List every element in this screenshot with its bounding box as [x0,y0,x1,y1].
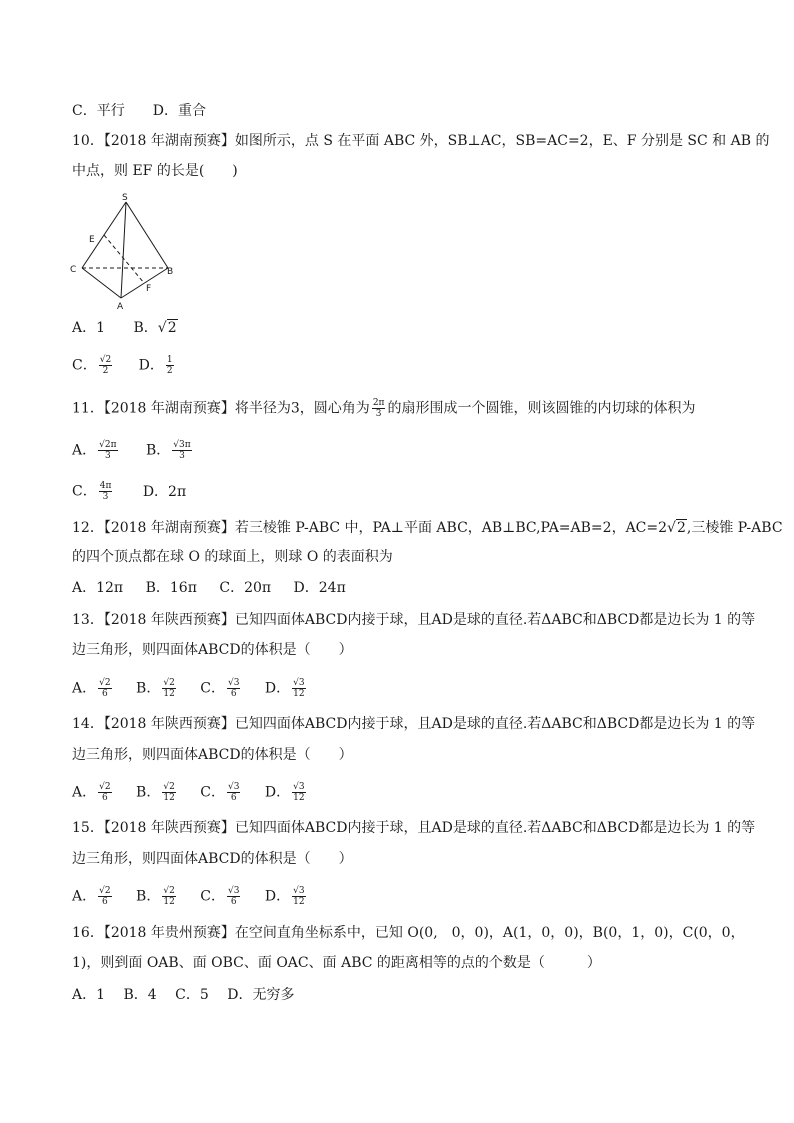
denominator: 3 [102,492,109,502]
q15-option-a [72,886,114,907]
q10-option-b-prefix: B． [133,320,158,336]
q10-options-row1 [72,318,178,338]
q9-options [72,101,206,121]
radicand: 2 [676,520,686,536]
q11-options-row2 [72,481,186,502]
numerator: √2π [99,440,117,450]
numerator: 4π [99,481,112,491]
fraction [227,886,240,907]
denominator: 12 [163,793,175,803]
fraction [292,678,305,699]
fraction [292,782,305,803]
q13-option-d [265,678,308,699]
numerator: √3π [173,440,191,450]
q15-option-b [136,886,178,907]
q14-stem-line2: 边三角形，则四面体ABCD的体积是（ ） [72,747,353,763]
q11-stem-part2: 的扇形围成一个圆锥，则该圆锥的内切球的体积为 [387,400,696,417]
fraction [98,678,111,699]
denominator: 6 [230,689,237,699]
numerator: √3 [293,782,305,792]
denominator: 12 [163,689,175,699]
fraction-angle [372,398,386,419]
q10-stem-line2: 中点，则 EF 的长是( ) [72,163,238,179]
label-b: B [167,267,174,277]
pyramid-diagram [66,190,196,318]
q13-option-a [72,678,114,699]
numerator: √2 [99,782,111,792]
q16-options [72,985,294,1005]
fraction [227,782,240,803]
q16-option-a: A．1 [72,987,106,1003]
q9-option-c: C．平行 [72,103,125,119]
q10-option-b [133,318,177,338]
q14-option-c [200,782,242,803]
numerator: √3 [293,886,305,896]
label-s: S [122,193,128,203]
denominator: 3 [104,451,111,461]
label-c: C [70,265,77,275]
fraction [99,481,113,502]
fraction [227,678,240,699]
q16-option-d: D．无穷多 [227,987,295,1003]
q10-pyramid-figure [66,190,196,318]
q9-option-d: D．重合 [152,103,206,119]
q15-stem-line2: 边三角形，则四面体ABCD的体积是（ ） [72,851,353,867]
option-prefix: B． [136,784,161,801]
fraction [162,678,175,699]
fraction [162,886,175,907]
q14-option-d [265,782,308,803]
numerator: 2π [372,398,385,408]
numerator: √2 [163,678,175,688]
q11-option-c-prefix: C． [72,483,97,500]
q12-options [72,578,346,598]
edge-sb [126,202,168,268]
q10-stem-line1: 10．【2018 年湖南预赛】如图所示，点 S 在平面 ABC 外，SB⊥AC，SB=AC=2，E、F 分别是 SC 和 AB 的 [72,133,770,149]
fraction [99,355,112,376]
q11-stem [72,398,695,419]
edge-ca [82,268,121,298]
fraction [292,886,305,907]
option-prefix: C． [200,784,225,801]
q15-option-d [265,886,308,907]
q14-option-b [136,782,178,803]
fraction [166,355,174,376]
denominator: 6 [230,897,237,907]
q11-option-c [72,481,114,502]
q12-option-c: C．20π [219,580,272,596]
denominator: 2 [102,366,109,376]
fraction [162,782,175,803]
fraction [98,782,111,803]
denominator: 3 [375,409,382,419]
q15-option-c [200,886,242,907]
q10-option-d-prefix: D． [138,357,164,374]
q13-option-c [200,678,242,699]
q14-options [72,782,308,803]
numerator: √2 [99,886,111,896]
q12-stem-part1: 12．【2018 年湖南预赛】若三棱锥 P-ABC 中，PA⊥平面 ABC，AB⊥BC,PA=AB=2，AC=2 [72,520,668,536]
numerator: √2 [99,355,112,365]
denominator: 12 [293,689,305,699]
q12-option-d: D．24π [293,580,346,596]
q12-stem-part2: ,三棱锥 P-ABC [686,520,783,536]
sqrt-symbol: √2 [157,320,177,336]
denominator: 12 [163,897,175,907]
q15-stem-line1: 15．【2018 年陕西预赛】已知四面体ABCD内接于球，且AD是球的直径.若ΔABC和ΔBCD都是边长为 1 的等 [72,820,756,836]
q11-options-row1 [72,440,194,461]
denominator: 12 [293,793,305,803]
numerator: √3 [227,886,240,896]
denominator: 2 [166,366,173,376]
option-prefix: D． [264,888,291,905]
denominator: 3 [179,451,185,461]
option-prefix: B． [136,888,161,905]
edge-ab [121,268,168,298]
denominator: 6 [101,897,108,907]
q10-options-row2 [72,355,176,376]
option-prefix: A． [72,888,97,905]
q13-options [72,678,308,699]
q14-stem-line1: 14．【2018 年陕西预赛】已知四面体ABCD内接于球，且AD是球的直径.若ΔABC和ΔBCD都是边长为 1 的等 [72,716,756,732]
q13-option-b [136,678,178,699]
denominator: 6 [230,793,237,803]
numerator: √3 [227,782,240,792]
q11-option-d: D．2π [142,483,187,500]
denominator: 6 [101,793,108,803]
denominator: 6 [101,689,108,699]
q13-stem-line2: 边三角形，则四面体ABCD的体积是（ ） [72,642,353,658]
q16-option-c: C．5 [175,987,209,1003]
q10-option-c [72,355,114,376]
option-prefix: B． [136,680,161,697]
sqrt-symbol: √2 [667,520,686,536]
option-prefix: C． [200,680,225,697]
q15-options [72,886,308,907]
label-f: F [146,284,152,294]
numerator: 1 [166,355,173,365]
radicand: 2 [167,320,177,336]
q13-stem-line1: 13．【2018 年陕西预赛】已知四面体ABCD内接于球，且AD是球的直径.若ΔABC和ΔBCD都是边长为 1 的等 [72,612,756,628]
label-a: A [117,302,124,312]
option-prefix: D． [264,680,291,697]
q12-stem-line2: 的四个顶点都在球 O 的球面上，则球 O 的表面积为 [72,549,393,565]
q11-stem-part1: 11．【2018 年湖南预赛】将半径为3，圆心角为 [72,400,370,417]
q11-option-a-prefix: A． [72,442,97,459]
q10-option-c-prefix: C． [72,357,97,374]
option-prefix: C． [200,888,225,905]
edge-sa [121,202,126,298]
q16-option-b: B．4 [123,987,157,1003]
fraction [98,886,111,907]
option-prefix: A． [72,680,97,697]
q11-option-b-prefix: B． [145,442,171,459]
numerator: √2 [163,782,175,792]
numerator: √3 [293,678,305,688]
q10-option-a: A．1 [72,320,106,336]
denominator: 12 [293,897,305,907]
q12-option-a: A．12π [72,580,124,596]
label-e: E [89,235,95,245]
q12-stem-line1 [72,518,783,538]
q10-option-d [139,355,176,376]
numerator: √3 [227,678,240,688]
numerator: √2 [99,678,111,688]
fraction [98,440,117,461]
q11-option-a [72,440,120,461]
fraction [172,440,191,461]
q12-option-b: B．16π [145,580,197,596]
q14-option-a [72,782,114,803]
numerator: √2 [163,886,175,896]
q11-option-b [146,440,194,461]
option-prefix: D． [264,784,291,801]
q16-stem-line1: 16．【2018 年贵州预赛】在空间直角坐标系中，已知 O(0, 0，0)，A(1，0，0)，B(0，1，0)，C(0，0， [72,925,745,941]
option-prefix: A． [72,784,97,801]
q16-stem-line2: 1)，则到面 OAB、面 OBC、面 OAC、面 ABC 的距离相等的点的个数是（ ） [72,955,601,971]
